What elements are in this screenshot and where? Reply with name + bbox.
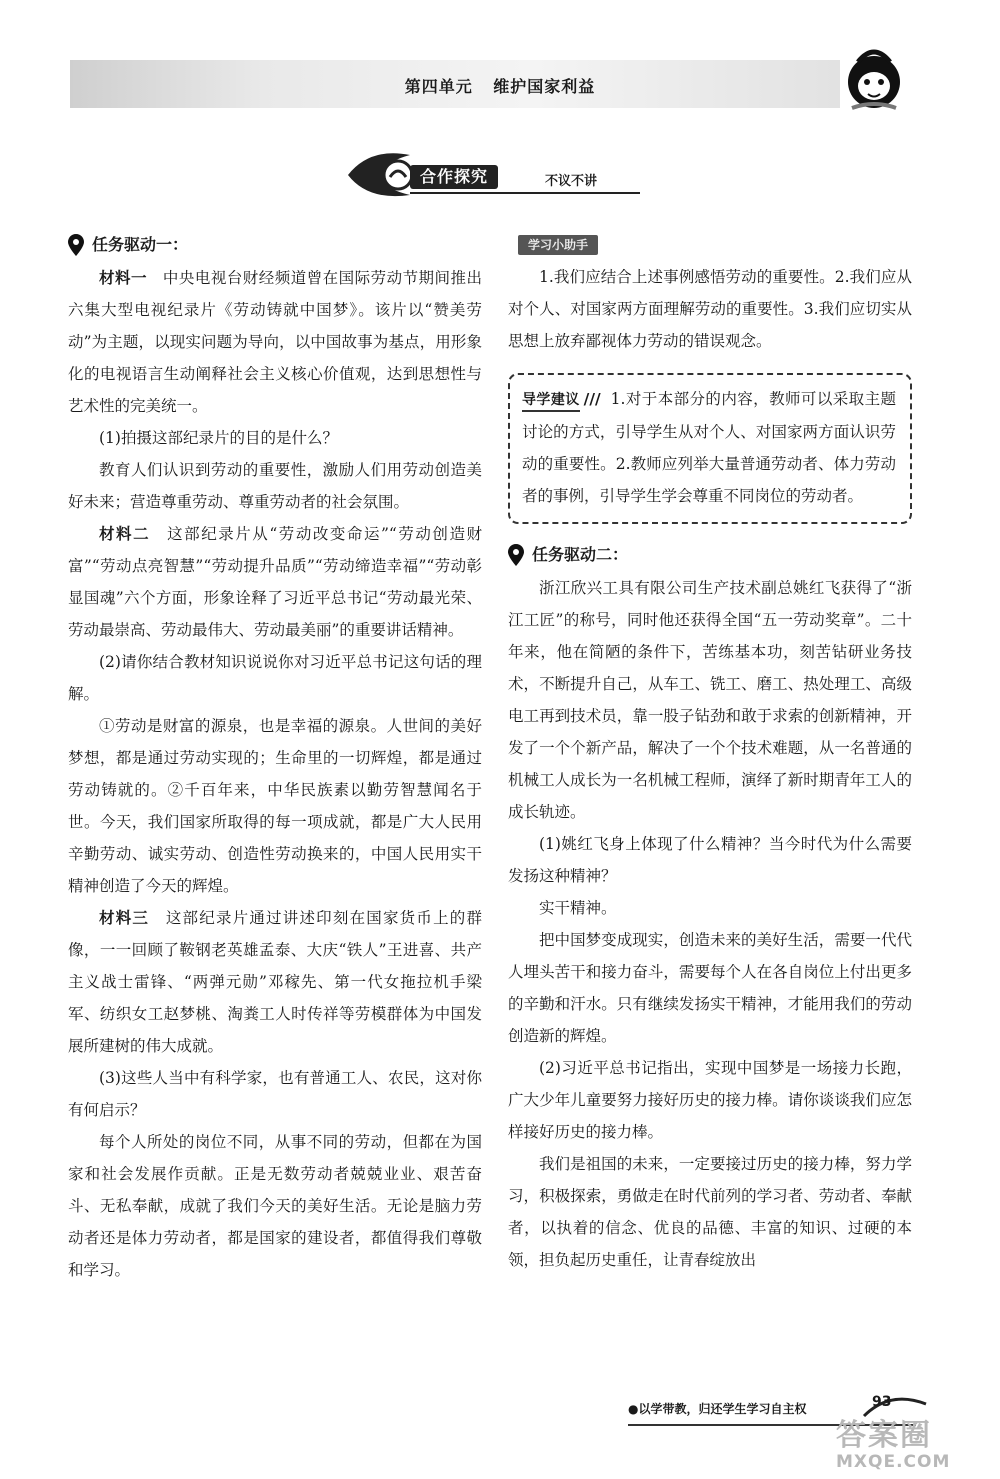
answer-3: 每个人所处的岗位不同，从事不同的劳动，但都在为国家和社会发展作贡献。正是无数劳动者兢兢业业、艰苦奋斗、无私奉献，成就了我们今天的美好生活。无论是脑力劳动者还是体力劳动者，都是国家的建设者，都值得我们尊敬和学习。: [68, 1133, 482, 1279]
guide-slashes: ///: [583, 390, 601, 408]
footer-slogan: ●以学带教，归还学生学习自主权: [628, 1402, 807, 1416]
study-helper-text: 1.我们应结合上述事例感悟劳动的重要性。2.我们应从对个人、对国家两方面理解劳动的重要性。3.我们应切实从思想上放弃鄙视体力劳动的错误观念。: [508, 268, 912, 350]
guide-suggestion-box: [508, 373, 912, 524]
task1-heading: [68, 228, 482, 262]
section-banner-label: 合作探究: [410, 165, 498, 189]
section-banner-sub: 不议不讲: [545, 174, 598, 189]
task2-material: 浙江欣兴工具有限公司生产技术副总姚红飞获得了“浙江工匠”的称号，同时他还获得全国“五一劳动奖章”。二十年来，他在简陋的条件下，苦练基本功，刻苦钻研业务技术，不断提升自己，从车工、铣工、磨工、热处理工、高级电工再到技术员，靠一股子钻劲和敢于求索的创新精神，开发了一个个新产品，解决了一个个技术难题，从一名普通的机械工人成长为一名机械工程师，演绎了新时期青年工人的成长轨迹。: [508, 579, 912, 821]
guide-label: 导学建议: [522, 392, 580, 412]
task2-answer-1b: 把中国梦变成现实，创造未来的美好生活，需要一代代人埋头苦干和接力奋斗，需要每个人在各自岗位上付出更多的辛勤和汗水。只有继续发扬实干精神，才能用我们的劳动创造新的辉煌。: [508, 931, 912, 1045]
mascot-icon: [838, 42, 910, 114]
task2-heading: [508, 538, 912, 572]
task2-question-1: (1)姚红飞身上体现了什么精神？当今时代为什么需要发扬这种精神？: [508, 835, 912, 885]
right-column: [508, 228, 912, 1276]
material-1: 材料一 中央电视台财经频道曾在国际劳动节期间推出六集大型电视纪录片《劳动铸就中国梦》。该片以“赞美劳动”为主题，以现实问题为导向，以中国故事为基点，用形象化的电视语言生动阐释社会主义核心价值观，达到思想性与艺术性的完美统一。: [68, 268, 482, 415]
question-3: (3)这些人当中有科学家，也有普通工人、农民，这对你有何启示？: [68, 1069, 482, 1119]
page-number: 93: [872, 1394, 892, 1410]
task2-answer-2: 我们是祖国的未来，一定要接过历史的接力棒，努力学习，积极探索，勇做走在时代前列的学习者、劳动者、奉献者，以执着的信念、优良的品德、丰富的知识、过硬的本领，担负起历史重任，让青春绽放出: [508, 1155, 912, 1269]
guide-text: 1.对于本部分的内容，教师可以采取主题讨论的方式，引导学生从对个人、对国家两方面认识劳动的重要性。2.教师应列举大量普通劳动者、体力劳动者的事例，引导学生学会尊重不同岗位的劳动者。: [522, 390, 897, 505]
watermark: 答案圈 MXQE.COM: [836, 1418, 951, 1472]
location-pin-icon: [68, 234, 84, 256]
banner-flame-icon: [340, 145, 660, 203]
left-column: [68, 228, 482, 1286]
answer-1: 教育人们认识到劳动的重要性，激励人们用劳动创造美好未来；营造尊重劳动、尊重劳动者的社会氛围。: [68, 461, 482, 511]
material-2: 材料二 这部纪录片从“劳动改变命运”“劳动创造财富”“劳动点亮智慧”“劳动提升品质”“劳动缔造幸福”“劳动彰显国魂”六个方面，形象诠释了习近平总书记“劳动最光荣、劳动最崇高、劳动最伟大、劳动最美丽”的重要讲话精神。: [68, 524, 482, 639]
task2-title: 任务驱动二：: [532, 545, 629, 564]
task2-question-2: (2)习近平总书记指出，实现中国梦是一场接力长跑，广大少年儿童要努力接好历史的接力棒。请你谈谈我们应怎样接好历史的接力棒。: [508, 1059, 912, 1141]
study-helper-tag: 学习小助手: [518, 235, 598, 255]
task2-answer-1a: 实干精神。: [539, 899, 617, 917]
question-1: (1)拍摄这部纪录片的目的是什么？: [99, 429, 338, 447]
unit-header: 第四单元 维护国家利益: [404, 77, 596, 96]
task1-title: 任务驱动一：: [92, 235, 189, 254]
location-pin-icon: [508, 544, 524, 566]
question-2: (2)请你结合教材知识说说你对习近平总书记这句话的理解。: [68, 653, 482, 703]
material-3: 材料三 这部纪录片通过讲述印刻在国家货币上的群像，一一回顾了鞍钢老英雄孟泰、大庆“铁人”王进喜、共产主义战士雷锋、“两弹元勋”邓稼先、第一代女拖拉机手梁军、纺织女工赵梦桃、淘粪工人时传祥等劳模群体为中国发展所建树的伟大成就。: [68, 908, 482, 1055]
answer-2: ①劳动是财富的源泉，也是幸福的源泉。人世间的美好梦想，都是通过劳动实现的；生命里的一切辉煌，都是通过劳动铸就的。②千百年来，中华民族素以勤劳智慧闻名于世。今天，我们国家所取得的每一项成就，都是广大人民用辛勤劳动、诚实劳动、创造性劳动换来的，中国人民用实干精神创造了今天的辉煌。: [68, 717, 482, 895]
